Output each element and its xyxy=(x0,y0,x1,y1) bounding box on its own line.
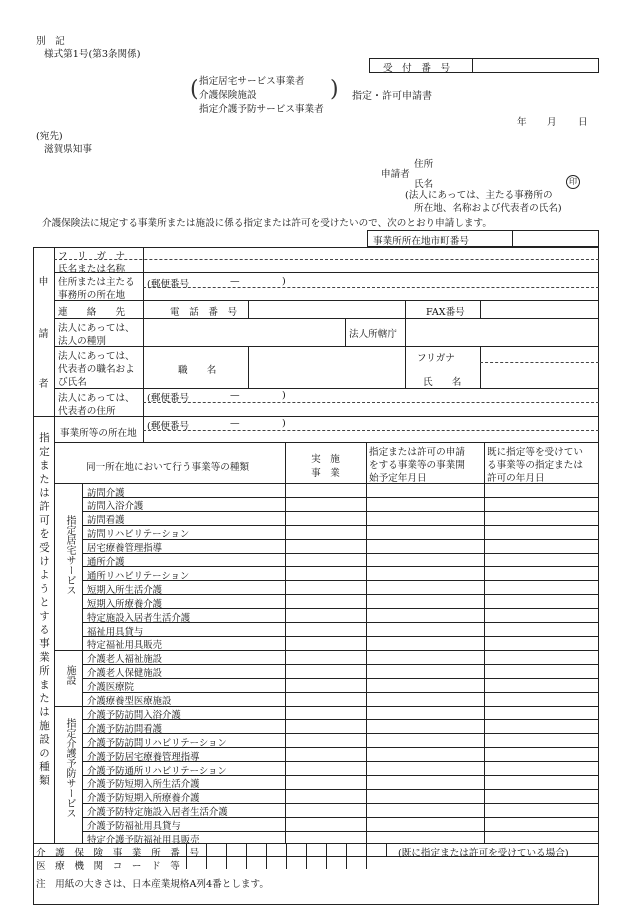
corp-office-field[interactable] xyxy=(408,320,596,344)
service-implement-field[interactable] xyxy=(287,818,365,830)
corp-type-label-1: 法人にあっては、 xyxy=(58,323,135,334)
insurance-number-digit[interactable] xyxy=(187,844,205,855)
medical-code-digit[interactable] xyxy=(347,857,365,868)
medical-code-digit[interactable] xyxy=(367,857,385,868)
medical-code-digit[interactable] xyxy=(287,857,305,868)
addressee: 滋賀県知事 xyxy=(44,144,92,155)
service-name: 介護予防短期入所療養介護 xyxy=(87,793,200,805)
service-table-header: 同一所在地において行う事業等の種類 xyxy=(86,462,250,473)
service-existing-date-field[interactable] xyxy=(486,637,598,649)
service-existing-date-field[interactable] xyxy=(486,540,598,552)
tel-field[interactable] xyxy=(251,302,402,316)
addressee-prefix: (宛先) xyxy=(36,131,63,142)
service-implement-field[interactable] xyxy=(287,581,365,593)
service-existing-date-field[interactable] xyxy=(486,720,598,732)
service-implement-field[interactable] xyxy=(287,734,365,746)
post-label: 職 名 xyxy=(178,365,217,376)
service-implement-field[interactable] xyxy=(287,540,365,552)
name-label: 氏名または名称 xyxy=(58,264,126,275)
operate-header-1: 実 施 xyxy=(311,454,340,465)
service-existing-date-field[interactable] xyxy=(486,526,598,538)
service-existing-date-field[interactable] xyxy=(486,581,598,593)
service-name: 介護予防短期入所生活介護 xyxy=(87,779,200,791)
service-start-date-field[interactable] xyxy=(368,776,483,788)
postal-label: (郵便番号 xyxy=(147,279,190,290)
existing-header-3: 許可の年月日 xyxy=(487,473,545,484)
service-existing-date-field[interactable] xyxy=(486,706,598,718)
date-month: 月 xyxy=(547,117,557,128)
service-existing-date-field[interactable] xyxy=(486,554,598,566)
rep-postal-dash: — xyxy=(230,390,240,401)
insurance-number-digit[interactable] xyxy=(327,844,345,855)
service-name: 介護予防通所リハビリテーション xyxy=(87,765,227,777)
service-implement-field[interactable] xyxy=(287,484,365,496)
insurance-number-label: 介 護 保 険 事 業 所 番 号 xyxy=(36,848,200,859)
service-start-date-field[interactable] xyxy=(368,581,483,593)
location-postal-label: (郵便番号 xyxy=(147,421,190,432)
service-name: 訪問入浴介護 xyxy=(87,501,144,513)
service-name: 訪問介護 xyxy=(87,487,125,499)
service-existing-date-field[interactable] xyxy=(486,776,598,788)
receipt-number-label: 受 付 番 号 xyxy=(383,63,451,74)
city-code-label: 事業所所在地市町番号 xyxy=(373,236,469,247)
service-implement-field[interactable] xyxy=(287,693,365,705)
rep-postal-label: (郵便番号 xyxy=(147,393,190,404)
location-postal-dash: — xyxy=(230,418,240,429)
applicant-address-label: 住所 xyxy=(414,159,434,170)
service-start-date-field[interactable] xyxy=(368,832,483,844)
date-day: 日 xyxy=(578,117,588,128)
start-header-1: 指定または許可の申請 xyxy=(369,447,465,458)
rep-furigana-field[interactable] xyxy=(483,348,596,360)
service-existing-date-field[interactable] xyxy=(486,832,598,844)
service-name: 介護予防訪問看護 xyxy=(87,723,163,735)
location-postal-close: ) xyxy=(282,418,286,429)
rep-title-label-3: び氏名 xyxy=(58,377,87,388)
service-start-date-field[interactable] xyxy=(368,540,483,552)
furigana-label: フ リ ガ ナ xyxy=(58,251,126,262)
facility-section-vertical: 指定または許可を受けようとする事業所または施設の種類 xyxy=(38,432,50,789)
service-existing-date-field[interactable] xyxy=(486,512,598,524)
service-start-date-field[interactable] xyxy=(368,665,483,677)
service-name: 介護予防訪問リハビリテーション xyxy=(87,737,227,749)
rep-postal-close: ) xyxy=(282,390,286,401)
rep-name-label: 氏 名 xyxy=(423,377,462,388)
start-header-2: をする事業等の事業開 xyxy=(369,460,465,471)
service-implement-field[interactable] xyxy=(287,665,365,677)
service-existing-date-field[interactable] xyxy=(486,567,598,579)
service-existing-date-field[interactable] xyxy=(486,790,598,802)
post-field[interactable] xyxy=(251,348,402,386)
service-existing-date-field[interactable] xyxy=(486,748,598,760)
service-name: 特定施設入居者生活介護 xyxy=(87,612,191,624)
address-label-2: 事務所の所在地 xyxy=(58,290,126,301)
service-start-date-field[interactable] xyxy=(368,651,483,663)
service-existing-date-field[interactable] xyxy=(486,734,598,746)
service-existing-date-field[interactable] xyxy=(486,804,598,816)
existing-header-1: 既に指定等を受けてい xyxy=(487,447,583,458)
service-existing-date-field[interactable] xyxy=(486,818,598,830)
service-implement-field[interactable] xyxy=(287,706,365,718)
service-name: 訪問リハビリテーション xyxy=(87,529,190,541)
service-name: 福祉用具貸与 xyxy=(87,626,144,638)
service-name: 特定福祉用具販売 xyxy=(87,640,163,652)
service-start-date-field[interactable] xyxy=(368,512,483,524)
medical-code-digit[interactable] xyxy=(307,857,325,868)
medical-code-label: 医 療 機 関 コ ー ド 等 xyxy=(36,861,180,872)
service-implement-field[interactable] xyxy=(287,679,365,691)
medical-code-digit[interactable] xyxy=(267,857,285,868)
service-existing-date-field[interactable] xyxy=(486,484,598,496)
left-brace: ( xyxy=(190,77,199,102)
corp-office-label: 法人所轄庁 xyxy=(349,329,397,340)
service-existing-date-field[interactable] xyxy=(486,623,598,635)
rep-address-label-1: 法人にあっては、 xyxy=(58,393,135,404)
insurance-number-digit[interactable] xyxy=(267,844,285,855)
service-start-date-field[interactable] xyxy=(368,679,483,691)
service-name: 訪問看護 xyxy=(87,515,125,527)
type-facility: 介護保険施設 xyxy=(199,90,257,101)
service-existing-date-field[interactable] xyxy=(486,693,598,705)
date-year: 年 xyxy=(517,117,527,128)
service-name: 介護老人保健施設 xyxy=(87,668,163,680)
name-field[interactable] xyxy=(146,261,596,272)
service-name: 介護予防特定施設入居者生活介護 xyxy=(87,807,228,819)
service-name: 特定介護予防福祉用具販売 xyxy=(87,835,200,846)
service-start-date-field[interactable] xyxy=(368,498,483,510)
service-implement-field[interactable] xyxy=(287,790,365,802)
tel-label: 電 話 番 号 xyxy=(170,307,238,318)
medical-code-digit[interactable] xyxy=(227,857,245,868)
form-number: 様式第1号(第3条関係) xyxy=(44,49,141,60)
service-start-date-field[interactable] xyxy=(368,734,483,746)
service-start-date-field[interactable] xyxy=(368,484,483,496)
fax-field[interactable] xyxy=(483,302,596,316)
service-implement-field[interactable] xyxy=(287,832,365,844)
medical-code-digit[interactable] xyxy=(187,857,205,868)
service-start-date-field[interactable] xyxy=(368,693,483,705)
insurance-number-digit[interactable] xyxy=(247,844,265,855)
rep-title-label-1: 法人にあっては、 xyxy=(58,351,135,362)
service-implement-field[interactable] xyxy=(287,720,365,732)
footnote: 注 用紙の大きさは、日本産業規格A列4番とします。 xyxy=(36,879,269,890)
contact-label: 連 絡 先 xyxy=(58,307,126,318)
service-name: 介護予防訪問入浴介護 xyxy=(87,709,181,721)
page-title: 指定・許可申請書 xyxy=(352,91,432,102)
annex-label: 別 記 xyxy=(36,36,65,47)
start-header-3: 始予定年月日 xyxy=(369,473,427,484)
postal-close: ) xyxy=(282,276,286,287)
service-name: 短期入所生活介護 xyxy=(87,584,163,596)
applicant-section-char-3: 者 xyxy=(38,379,49,390)
right-brace: ) xyxy=(330,77,339,102)
service-implement-field[interactable] xyxy=(287,804,365,816)
service-start-date-field[interactable] xyxy=(368,762,483,774)
medical-code-digit[interactable] xyxy=(247,857,265,868)
service-implement-field[interactable] xyxy=(287,526,365,538)
service-name: 介護医療院 xyxy=(87,682,134,694)
service-existing-date-field[interactable] xyxy=(486,665,598,677)
service-existing-date-field[interactable] xyxy=(486,762,598,774)
service-existing-date-field[interactable] xyxy=(486,498,598,510)
insurance-number-digit[interactable] xyxy=(347,844,365,855)
insurance-number-note: (既に指定または許可を受けている場合) xyxy=(398,848,569,859)
service-implement-field[interactable] xyxy=(287,567,365,579)
service-implement-field[interactable] xyxy=(287,512,365,524)
service-start-date-field[interactable] xyxy=(368,637,483,649)
type-prevention-service: 指定介護予防サービス事業者 xyxy=(199,104,324,115)
service-implement-field[interactable] xyxy=(287,498,365,510)
service-start-date-field[interactable] xyxy=(368,554,483,566)
insurance-number-digit[interactable] xyxy=(227,844,245,855)
applicant-note-1: (法人にあっては、主たる事務所の xyxy=(405,190,553,201)
type-home-service: 指定居宅サービス事業者 xyxy=(199,76,305,87)
service-implement-field[interactable] xyxy=(287,609,365,621)
service-existing-date-field[interactable] xyxy=(486,651,598,663)
existing-header-2: る事業等の指定または xyxy=(487,460,583,471)
insurance-number-digit[interactable] xyxy=(287,844,305,855)
applicant-section-char-2: 請 xyxy=(38,329,49,340)
service-name: 短期入所療養介護 xyxy=(87,598,163,610)
fax-label: FAX番号 xyxy=(426,307,465,318)
furigana-field[interactable] xyxy=(146,248,596,259)
location-label: 事業所等の所在地 xyxy=(60,428,137,439)
service-name: 介護療養型医療施設 xyxy=(87,696,172,707)
address-label-1: 住所または主たる xyxy=(58,277,135,288)
corp-type-label-2: 法人の種別 xyxy=(58,336,106,347)
medical-code-digit[interactable] xyxy=(207,857,225,868)
service-start-date-field[interactable] xyxy=(368,623,483,635)
service-implement-field[interactable] xyxy=(287,776,365,788)
service-implement-field[interactable] xyxy=(287,637,365,649)
service-implement-field[interactable] xyxy=(287,651,365,663)
postal-dash: — xyxy=(230,276,240,287)
service-start-date-field[interactable] xyxy=(368,595,483,607)
group-label-facility: 施設 xyxy=(64,665,75,685)
group-label-prevention: 指定介護予防サービス xyxy=(64,718,75,818)
intro-text: 介護保険法に規定する事業所または施設に係る指定または許可を受けたいので、次のとおり申請します。 xyxy=(42,218,492,229)
service-name: 通所介護 xyxy=(87,557,125,568)
rep-title-label-2: 代表者の職名およ xyxy=(58,364,135,375)
service-start-date-field[interactable] xyxy=(368,567,483,579)
operate-header-2: 事 業 xyxy=(311,468,340,479)
group-label-home: 指定居宅サービス xyxy=(64,515,75,595)
service-name: 居宅療養管理指導 xyxy=(87,543,163,555)
service-start-date-field[interactable] xyxy=(368,748,483,760)
receipt-number-field[interactable] xyxy=(476,59,597,72)
insurance-number-digit[interactable] xyxy=(307,844,325,855)
service-start-date-field[interactable] xyxy=(368,790,483,802)
service-start-date-field[interactable] xyxy=(368,804,483,816)
service-implement-field[interactable] xyxy=(287,748,365,760)
service-start-date-field[interactable] xyxy=(368,720,483,732)
insurance-number-digit[interactable] xyxy=(367,844,385,855)
applicant-note-2: 所在地、名称および代表者の氏名) xyxy=(414,203,562,214)
corp-type-field[interactable] xyxy=(146,320,342,344)
applicant-name-label: 氏名 xyxy=(414,179,434,190)
service-existing-date-field[interactable] xyxy=(486,595,598,607)
seal-icon: 印 xyxy=(566,175,580,189)
service-implement-field[interactable] xyxy=(287,762,365,774)
service-name: 介護予防福祉用具貸与 xyxy=(87,821,181,833)
service-existing-date-field[interactable] xyxy=(486,679,598,691)
service-name: 介護予防居宅療養管理指導 xyxy=(87,751,200,763)
service-implement-field[interactable] xyxy=(287,595,365,607)
service-implement-field[interactable] xyxy=(287,623,365,635)
city-code-field[interactable] xyxy=(515,232,597,245)
rep-name-field[interactable] xyxy=(483,365,596,386)
insurance-number-digit[interactable] xyxy=(207,844,225,855)
service-start-date-field[interactable] xyxy=(368,706,483,718)
applicant-section-char-1: 申 xyxy=(38,277,49,288)
rep-furigana-label: フリガナ xyxy=(417,353,455,364)
service-implement-field[interactable] xyxy=(287,554,365,566)
applicant-label: 申請者 xyxy=(381,169,410,180)
service-name: 介護老人福祉施設 xyxy=(87,654,163,666)
medical-code-digit[interactable] xyxy=(327,857,345,868)
service-start-date-field[interactable] xyxy=(368,818,483,830)
rep-address-label-2: 代表者の住所 xyxy=(58,406,116,417)
digit-cell-divider xyxy=(386,843,387,856)
service-name: 通所リハビリテーション xyxy=(87,570,190,582)
service-existing-date-field[interactable] xyxy=(486,609,598,621)
service-start-date-field[interactable] xyxy=(368,609,483,621)
service-start-date-field[interactable] xyxy=(368,526,483,538)
